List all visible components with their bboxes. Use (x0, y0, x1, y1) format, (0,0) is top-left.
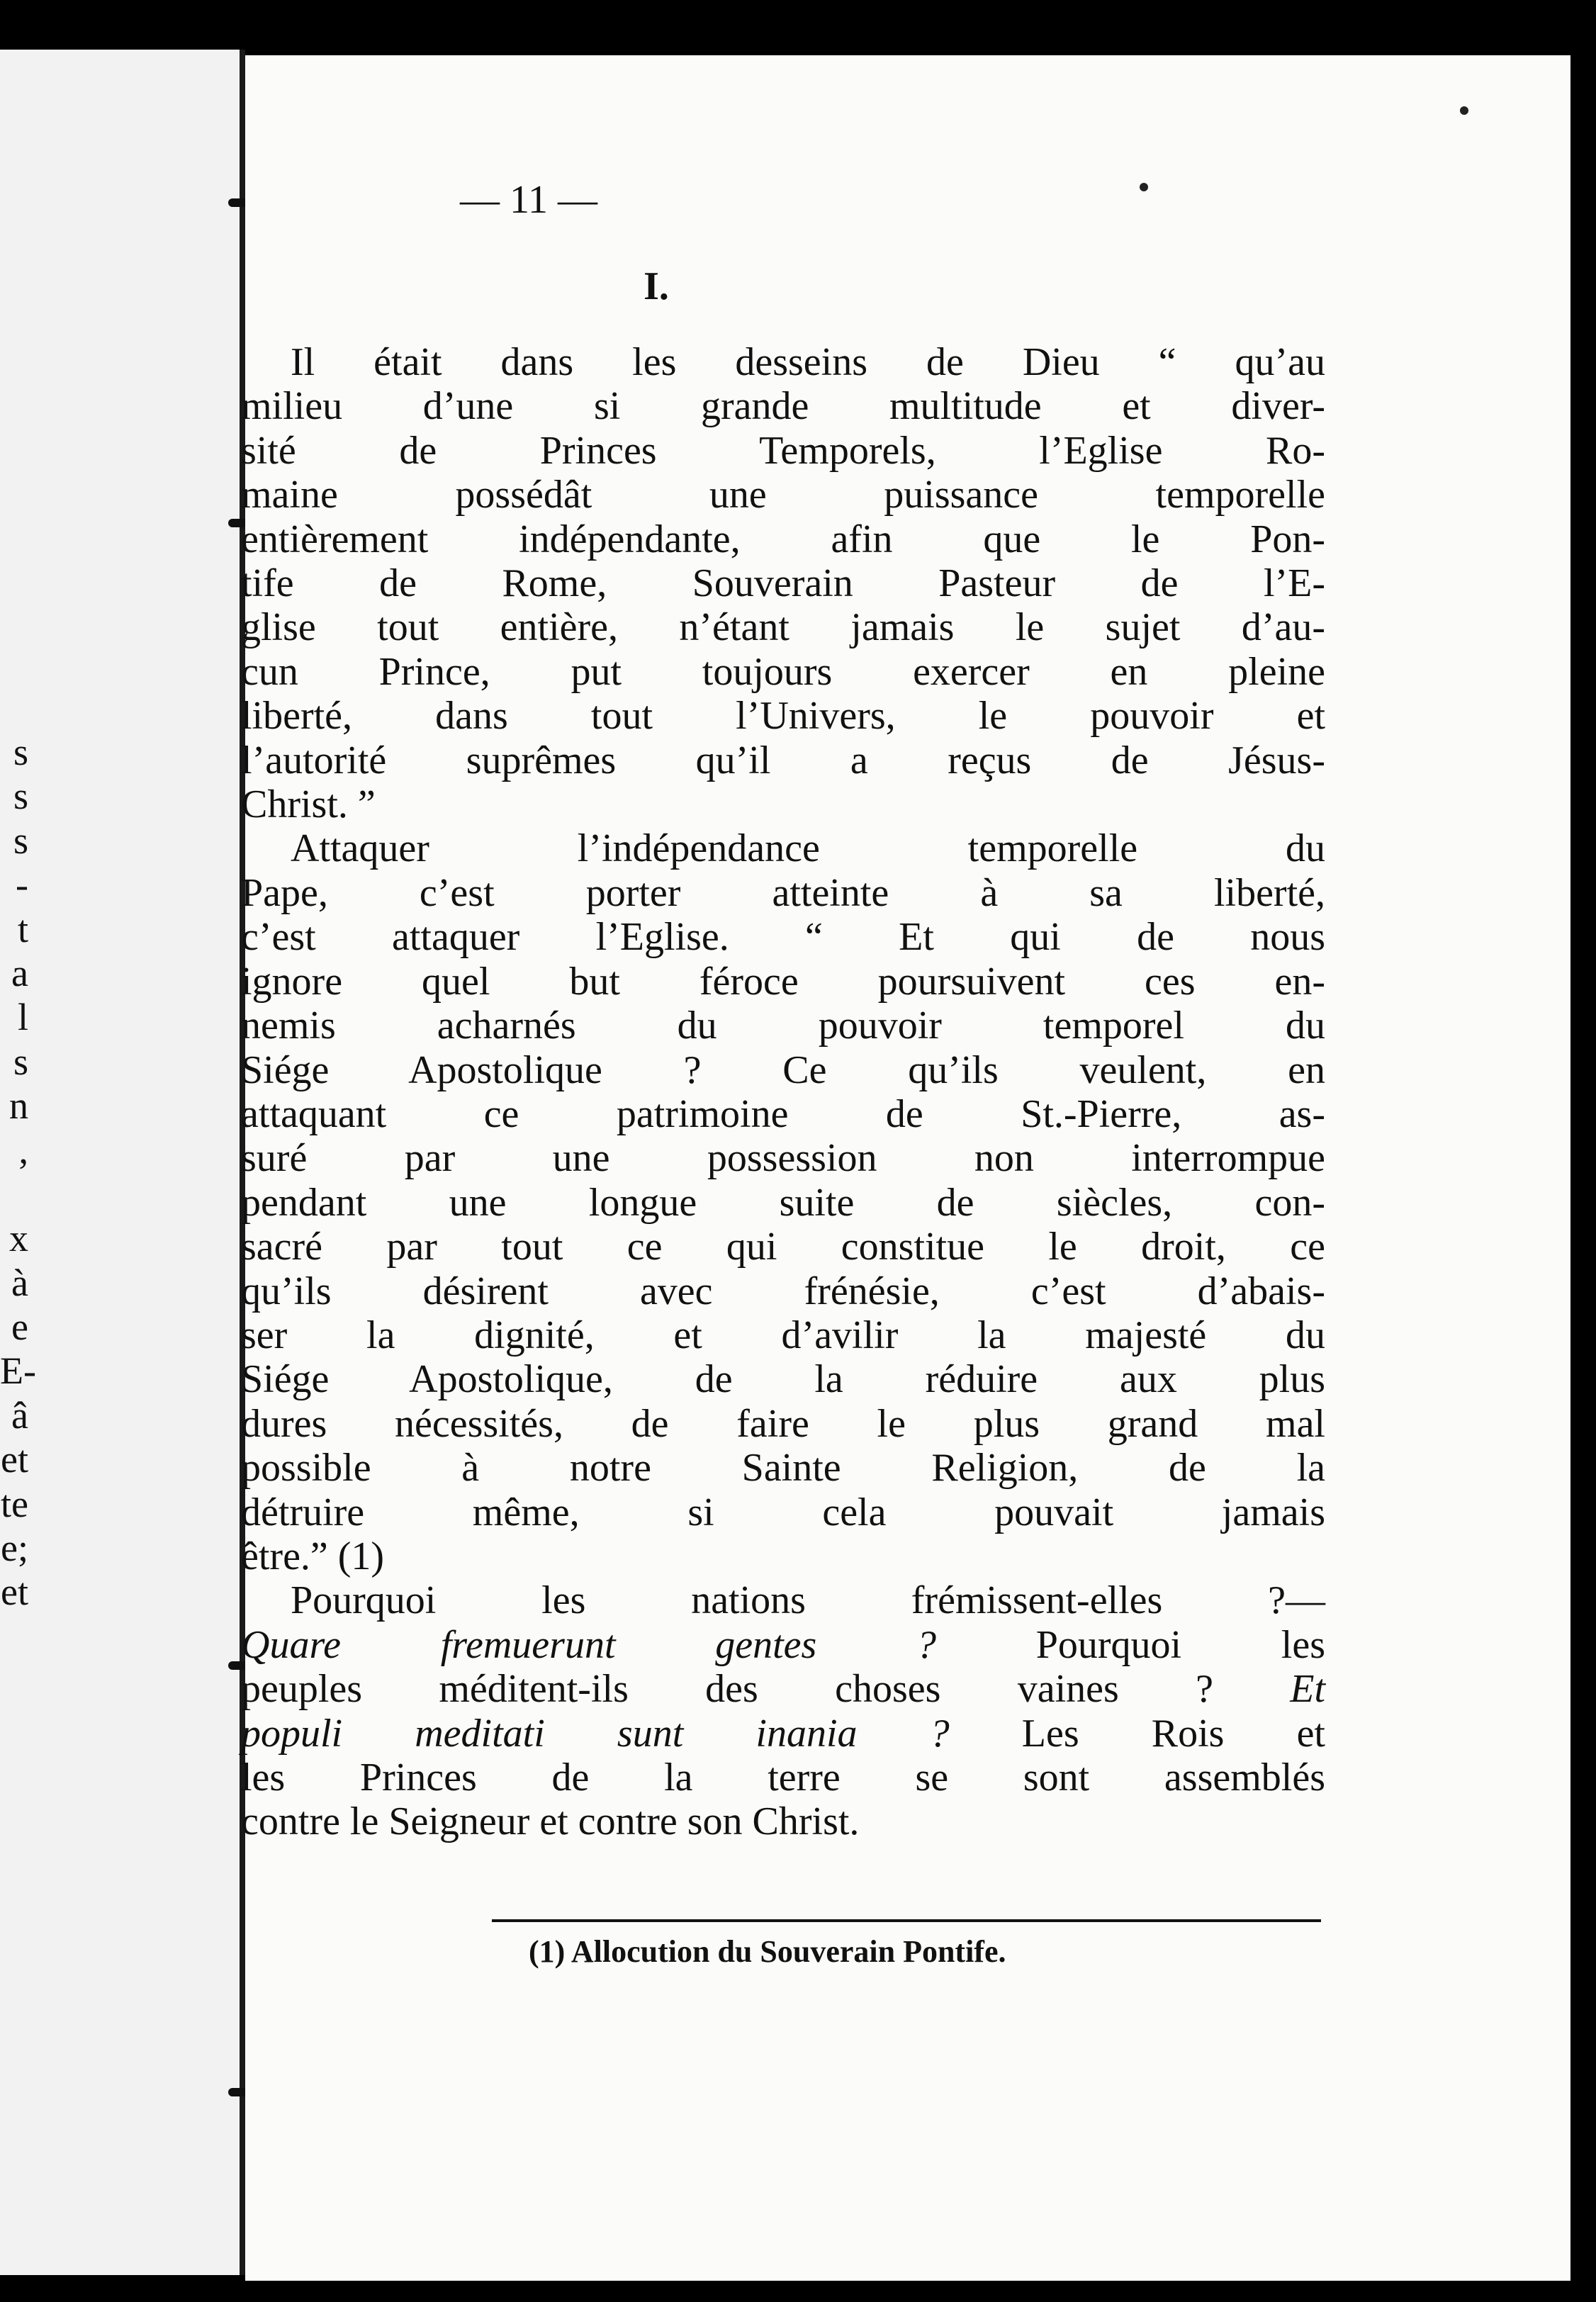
ink-speck (1460, 106, 1468, 115)
text-line: peuples méditent-ils des choses vaines ? Et (241, 1667, 1325, 1712)
margin-fragment: s (13, 731, 28, 773)
text-line: nemis acharnés du pouvoir temporel du (241, 1004, 1325, 1048)
margin-fragment: t (17, 907, 28, 950)
text-line: dures nécessités, de faire le plus grand mal (241, 1401, 1325, 1446)
margin-fragment: s (13, 775, 28, 818)
facing-page-edge (0, 50, 241, 2275)
margin-fragment: x (9, 1217, 28, 1260)
text-line: Pourquoi les nations frémissent-elles ?— (291, 1578, 1325, 1623)
text-line: liberté, dans tout l’Univers, le pouvoir et (241, 694, 1325, 739)
text-line: détruire même, si cela pouvait jamais (241, 1490, 1325, 1534)
margin-fragment: te (1, 1482, 28, 1525)
footnote: (1) Allocution du Souverain Pontife. (529, 1934, 1006, 1969)
margin-fragment (0, 1172, 28, 1216)
text-line: Il était dans les desseins de Dieu “ qu’au (291, 340, 1325, 384)
text-line: entièrement indépendante, afin que le Pon- (241, 517, 1325, 561)
text-line: Quare fremuerunt gentes ? Pourquoi les (241, 1622, 1325, 1667)
text-line: ignore quel but féroce poursuivent ces en- (241, 959, 1325, 1004)
text-line: populi meditati sunt inania ? Les Rois et (241, 1711, 1325, 1756)
text-line: Siége Apostolique, de la réduire aux plus (241, 1357, 1325, 1402)
paragraph (241, 340, 1325, 826)
section-heading: I. (644, 264, 669, 308)
facing-page-fragments (0, 730, 36, 1615)
text-line: être.” (1) (241, 1534, 385, 1578)
text-line: ser la dignité, et d’avilir la majesté du (241, 1313, 1325, 1357)
margin-fragment: a (11, 951, 28, 994)
page-number: — 11 — (460, 178, 597, 222)
margin-fragment: - (16, 863, 28, 906)
text-line: sité de Princes Temporels, l’Eglise Ro- (241, 428, 1325, 473)
footnote-rule (492, 1919, 1321, 1922)
text-line: cun Prince, put toujours exercer en pleine (241, 649, 1325, 694)
text-line: Pape, c’est porter atteinte à sa liberté, (241, 870, 1325, 915)
text-line: Christ. ” (241, 782, 376, 827)
margin-fragment: s (13, 819, 28, 862)
margin-fragment: â (11, 1393, 28, 1437)
text-line: pendant une longue suite de siècles, con- (241, 1180, 1325, 1225)
margin-fragment: l (17, 996, 28, 1039)
margin-fragment: à (11, 1261, 28, 1304)
text-line: sacré par tout ce qui constitue le droit, ce (241, 1225, 1325, 1269)
text-line: l’autorité suprêmes qu’il a reçus de Jésus- (241, 738, 1325, 782)
text-line: tife de Rome, Souverain Pasteur de l’E- (241, 561, 1325, 606)
margin-fragment: et (1, 1571, 28, 1614)
text-line: attaquant ce patrimoine de St.-Pierre, as- (241, 1091, 1325, 1136)
text-line: possible à notre Sainte Religion, de la (241, 1446, 1325, 1490)
text-line: les Princes de la terre se sont assemblés (241, 1756, 1325, 1800)
text-line: Siége Apostolique ? Ce qu’ils veulent, en (241, 1048, 1325, 1092)
paragraph (241, 826, 1325, 1578)
text-line: c’est attaquer l’Eglise. “ Et qui de nous (241, 915, 1325, 960)
paragraph (241, 1578, 1325, 1843)
text-line: maine possédât une puissance temporelle (241, 473, 1325, 517)
text-line: glise tout entière, n’étant jamais le sujet d’au- (241, 605, 1325, 650)
text-line: qu’ils désirent avec frénésie, c’est d’abais- (241, 1269, 1325, 1313)
text-line: suré par une possession non interrompue (241, 1136, 1325, 1181)
margin-fragment: et (1, 1438, 28, 1481)
margin-fragment: e; (1, 1527, 28, 1570)
text-line: Attaquer l’indépendance temporelle du (291, 826, 1325, 871)
margin-fragment: E- (0, 1349, 36, 1393)
margin-fragment: e (11, 1306, 28, 1349)
text-line: contre le Seigneur et contre son Christ. (241, 1800, 860, 1844)
margin-fragment: s (13, 1040, 28, 1083)
body-text (241, 340, 1325, 1844)
margin-fragment: , (18, 1128, 28, 1172)
text-line: milieu d’une si grande multitude et diver- (241, 384, 1325, 429)
margin-fragment: n (9, 1084, 28, 1128)
